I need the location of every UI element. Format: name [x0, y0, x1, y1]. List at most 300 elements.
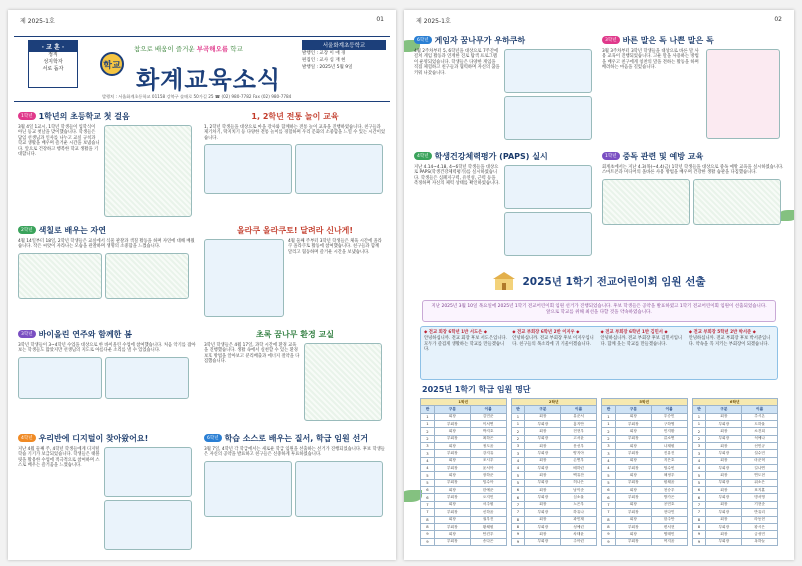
- roster-cell: 유준서: [561, 413, 597, 420]
- article-paps: [414, 150, 596, 262]
- roster-cell: 6: [602, 494, 616, 501]
- roster-cell: 안건우: [470, 531, 506, 538]
- roster-cell: 회장: [434, 413, 470, 420]
- roster-cell: 부회장: [525, 465, 561, 472]
- article-title: 올라쿠 올라쿠토! 달려라 신나게!: [236, 225, 354, 235]
- roster-cell: 3: [511, 443, 525, 450]
- roster-cell: 연도현: [742, 472, 778, 479]
- roster-cell: 6: [511, 487, 525, 494]
- roster-cell: 부회장: [434, 494, 470, 501]
- roster-grade-header: 6학년: [692, 399, 778, 406]
- roster-cell: 한예준: [470, 487, 506, 494]
- roster-cell: 5: [692, 472, 706, 479]
- roster-cell: 8: [511, 516, 525, 523]
- roster-row: [602, 457, 688, 464]
- issue-number: 제 2025-1호: [20, 18, 55, 25]
- newsletter-page-1: [8, 10, 396, 560]
- roster-cell: 회장: [615, 472, 651, 479]
- roster-cell: 회장: [615, 457, 651, 464]
- roster-cell: 2: [602, 428, 616, 435]
- roster-row: [692, 523, 778, 530]
- roster-cell: 8: [692, 516, 706, 523]
- roster-row: [421, 421, 507, 428]
- roster-cell: 9: [602, 538, 616, 545]
- slogan: [134, 44, 243, 53]
- roster-row: [692, 435, 778, 442]
- roster-row: [511, 421, 597, 428]
- roster-cell: 부회장: [434, 509, 470, 516]
- roster-cell: 소건희: [742, 428, 778, 435]
- motto-header: · 교 훈 ·: [29, 41, 77, 52]
- roster-cell: 윤서아: [470, 465, 506, 472]
- roster-cell: 회장: [706, 443, 742, 450]
- roster-cell: 7: [511, 509, 525, 516]
- article-body: 3월 7일, 4학년 각 학급에서는 새로운 학급 임원을 선출하는 선거가 진행되었습니다. 후보 학생들은 자신의 공약을 발표하고 친구들은 신중하게 투표하였습니다.: [204, 447, 385, 458]
- motto-line: 서로 돕자: [42, 66, 64, 72]
- roster-grade-header: 2학년: [511, 399, 597, 406]
- article-title: 1학년의 초등학교 첫 걸음: [38, 111, 130, 121]
- roster-cell: 강지유: [470, 450, 506, 457]
- article-class-election: [204, 432, 386, 554]
- roster-cell: 반유리: [742, 509, 778, 516]
- roster-cell: 6: [692, 494, 706, 501]
- article-title: 색칠로 배우는 자연: [38, 225, 106, 235]
- roster-cell: 1: [511, 413, 525, 420]
- roster-cell: 성예린: [561, 523, 597, 530]
- roster-cell: 전현우: [561, 428, 597, 435]
- roster-cell: 2: [602, 435, 616, 442]
- article-body: 3월 3주차부터 3학년 학생들을 대상으로 바른 말 사용 교육이 진행되었습니다. 고운 말을 사용하는 방법을 배우고 친구에게 칭찬의 말을 전하는 활동을 하며 배려하는 마음을 길렀습니다.: [602, 49, 699, 71]
- roster-cell: 남이준: [561, 487, 597, 494]
- school-motto-box: [28, 40, 78, 88]
- roster-grade-header: 5학년: [602, 399, 688, 406]
- article-photo: [105, 357, 189, 399]
- newsletter-title: 화계교육소식: [136, 65, 282, 94]
- article-body: 지난 4월 둘째 주, 4학년 학생들에게 디지털 학습 기기가 보급되었습니다. 학생들은 태블릿을 활용한 수업에 적극적으로 참여하며 스스로 배우는 즐거움을 느꼈습니다.: [18, 447, 100, 469]
- roster-row: [602, 479, 688, 486]
- article-header: [602, 150, 784, 162]
- article-title: 학습 소스로 배우는 질서, 학급 임원 선거: [224, 433, 368, 443]
- roster-cell: 1: [421, 421, 435, 428]
- roster-cell: 천승우: [651, 487, 687, 494]
- roster-cell: 하유나: [561, 509, 597, 516]
- roster-cell: 회장: [434, 516, 470, 523]
- article-header: [204, 224, 386, 236]
- roster-cell: 석예나: [742, 435, 778, 442]
- candidate-text: 안녕하십니까. 전교 부회장 후보 김민서입니다. 함께 웃는 학교를 만들겠습니다.: [600, 335, 683, 347]
- roster-row: [602, 428, 688, 435]
- article-photo: [295, 461, 383, 517]
- roster-cell: 회장: [434, 428, 470, 435]
- roster-cell: 민지환: [651, 428, 687, 435]
- roster-row: [602, 472, 688, 479]
- roster-cell: 류소연: [651, 435, 687, 442]
- roster-row: [692, 457, 778, 464]
- roster-cell: 변서현: [651, 523, 687, 530]
- roster-cell: 1: [692, 413, 706, 420]
- article-photo: [706, 49, 780, 139]
- roster-cell: 양지아: [561, 450, 597, 457]
- article-header: [204, 432, 386, 444]
- article-photo: [104, 500, 192, 550]
- roster-cell: 부회장: [706, 509, 742, 516]
- roster-cell: 8: [602, 516, 616, 523]
- roster-cell: 8: [602, 523, 616, 530]
- roster-cell: 1: [511, 421, 525, 428]
- article-photo: [693, 179, 781, 225]
- roster-cell: 회장: [706, 531, 742, 538]
- roster-row: [511, 523, 597, 530]
- roster-row: [511, 516, 597, 523]
- school-emblem-icon: 학교: [100, 52, 124, 76]
- article-body: 1, 2학년 학생들을 대상으로 마을 강사와 함께하는 전통 놀이 교육을 진행하였습니다. 친구들과 제기차기, 딱지치기 등 다양한 전통 놀이를 경험하며 우리 문화의 소중함을 느낄 수 있는 시간이었습니다.: [204, 125, 385, 141]
- article-header: [18, 224, 196, 236]
- grade-badge: 1학년: [18, 112, 36, 120]
- school-building-icon: [492, 271, 516, 291]
- class-officer-roster: [420, 398, 778, 546]
- roster-cell: 9: [692, 531, 706, 538]
- article-title: 중독 관련 및 예방 교육: [622, 151, 704, 161]
- roster-cell: 라동현: [742, 516, 778, 523]
- roster-cell: 추시온: [742, 413, 778, 420]
- roster-cell: 회장: [525, 501, 561, 508]
- roster-row: [602, 465, 688, 472]
- roster-cell: 우승민: [651, 413, 687, 420]
- candidate-card: [601, 330, 686, 376]
- roster-cell: 부회장: [434, 435, 470, 442]
- candidate-title: ◆ 전교 회장 6학년 1반 서도은 ◆: [424, 330, 488, 335]
- article-photo: [204, 239, 284, 317]
- roster-row: [692, 413, 778, 420]
- roster-cell: 회장: [434, 501, 470, 508]
- roster-row: [602, 494, 688, 501]
- roster-cell: 진유진: [651, 450, 687, 457]
- roster-cell: 부회장: [615, 450, 651, 457]
- roster-row: [511, 428, 597, 435]
- roster-row: [511, 472, 597, 479]
- roster-cell: 표지훈: [742, 487, 778, 494]
- roster-cell: 5: [602, 479, 616, 486]
- article-title: 바이올린 연주와 함께한 봄: [38, 329, 132, 339]
- issue-info-line: 발행일 : 2025년 5월 9일: [302, 65, 353, 70]
- roster-column-header: 구분: [615, 406, 651, 413]
- roster-cell: 회장: [525, 516, 561, 523]
- article-photo: [18, 253, 102, 299]
- roster-cell: 4: [692, 465, 706, 472]
- roster-row: [692, 487, 778, 494]
- roster-cell: 부회장: [706, 538, 742, 545]
- roster-cell: 회장: [434, 443, 470, 450]
- roster-cell: 6: [692, 487, 706, 494]
- article-photo: [104, 447, 192, 497]
- roster-cell: 회장: [706, 413, 742, 420]
- roster-row: [602, 516, 688, 523]
- candidate-text: 안녕하십니까. 전교 회장 후보 서도은입니다. 모두가 즐겁게 생활하는 학교를 만들겠습니다.: [424, 335, 507, 353]
- article-violin: [18, 328, 196, 428]
- roster-row: [602, 443, 688, 450]
- article-header: [414, 150, 596, 162]
- roster-cell: 7: [421, 501, 435, 508]
- roster-table: [601, 398, 688, 546]
- motto-line: 성지학자: [43, 59, 63, 65]
- roster-cell: 부회장: [706, 465, 742, 472]
- candidate-title: ◆ 전교 부회장 5학년 2반 박서준 ◆: [688, 330, 756, 335]
- roster-cell: 5: [692, 479, 706, 486]
- roster-row: [602, 435, 688, 442]
- roster-cell: 회장: [706, 428, 742, 435]
- roster-table: [692, 398, 779, 546]
- roster-row: [692, 531, 778, 538]
- roster-cell: 부회장: [615, 421, 651, 428]
- roster-row: [511, 538, 597, 545]
- roster-row: [511, 465, 597, 472]
- roster-cell: 정도윤: [470, 443, 506, 450]
- roster-column-header: 반: [421, 406, 435, 413]
- roster-cell: 부회장: [434, 538, 470, 545]
- roster-row: [692, 538, 778, 545]
- article-first-steps: [18, 110, 196, 220]
- roster-row: [421, 509, 507, 516]
- roster-row: [421, 487, 507, 494]
- roster-cell: 회장: [615, 516, 651, 523]
- roster-cell: 8: [421, 516, 435, 523]
- roster-row: [421, 465, 507, 472]
- roster-row: [602, 421, 688, 428]
- roster-cell: 여지윤: [651, 538, 687, 545]
- roster-cell: 왕시은: [742, 523, 778, 530]
- article-photo: [204, 461, 292, 517]
- roster-cell: 권우진: [470, 516, 506, 523]
- roster-column-header: 반: [511, 406, 525, 413]
- motto-line: 정직: [48, 52, 58, 58]
- roster-row: [421, 472, 507, 479]
- roster-cell: 홍지안: [561, 421, 597, 428]
- roster-cell: 회장: [525, 472, 561, 479]
- issue-info-line: 편집인 : 교사 심 재 현: [302, 58, 346, 63]
- roster-column-header: 이름: [561, 406, 597, 413]
- roster-cell: 차태윤: [561, 531, 597, 538]
- article-header: [18, 328, 196, 340]
- roster-row: [421, 516, 507, 523]
- roster-row: [421, 428, 507, 435]
- roster-row: [602, 413, 688, 420]
- roster-cell: 6: [421, 494, 435, 501]
- roster-row: [602, 501, 688, 508]
- roster-cell: 1: [421, 413, 435, 420]
- roster-cell: 회장: [706, 457, 742, 464]
- article-header: [18, 110, 196, 122]
- roster-cell: 회장: [525, 443, 561, 450]
- roster-cell: 8: [511, 523, 525, 530]
- article-photo: [504, 165, 592, 209]
- roster-table: [511, 398, 598, 546]
- roster-row: [511, 509, 597, 516]
- roster-cell: 부회장: [434, 421, 470, 428]
- roster-row: [602, 531, 688, 538]
- roster-cell: 주아린: [561, 538, 597, 545]
- roster-row: [511, 501, 597, 508]
- roster-cell: 현다인: [651, 509, 687, 516]
- roster-row: [511, 457, 597, 464]
- roster-cell: 염태민: [651, 531, 687, 538]
- roster-cell: 9: [511, 531, 525, 538]
- grade-badge: 3학년: [602, 36, 620, 44]
- roster-cell: 송다은: [470, 538, 506, 545]
- roster-cell: 신하윤: [470, 509, 506, 516]
- article-body: 3학년 학생들은 4월 17일, 과학 시간에 환경 교육을 진행했습니다. 생활 속에서 실천할 수 있는 환경 보호 방법을 알아보고 분리배출과 에너지 절약을 다짐했습니다.: [204, 343, 300, 365]
- roster-cell: 서주원: [470, 501, 506, 508]
- roster-cell: 7: [602, 501, 616, 508]
- candidate-title: ◆ 전교 부회장 6학년 2반 이지우 ◆: [512, 330, 580, 335]
- issue-info-box: [302, 40, 386, 71]
- roster-cell: 지은호: [651, 457, 687, 464]
- article-game-dream: [414, 34, 596, 146]
- roster-cell: 부회장: [525, 509, 561, 516]
- roster-cell: 부회장: [615, 509, 651, 516]
- roster-cell: 함주안: [651, 516, 687, 523]
- roster-cell: 심소율: [561, 494, 597, 501]
- roster-row: [692, 428, 778, 435]
- roster-row: [511, 435, 597, 442]
- roster-row: [692, 509, 778, 516]
- roster-column-header: 구분: [434, 406, 470, 413]
- roster-cell: 부회장: [434, 450, 470, 457]
- roster-cell: 옥하늘: [742, 538, 778, 545]
- roster-row: [602, 509, 688, 516]
- roster-row: [421, 457, 507, 464]
- roster-row: [602, 523, 688, 530]
- roster-cell: 백유찬: [561, 472, 597, 479]
- roster-cell: 곽민재: [561, 516, 597, 523]
- roster-cell: 6: [602, 487, 616, 494]
- roster-cell: 회장: [434, 487, 470, 494]
- roster-row: [421, 501, 507, 508]
- roster-cell: 2: [511, 428, 525, 435]
- roster-cell: 4: [421, 465, 435, 472]
- roster-cell: 부회장: [706, 523, 742, 530]
- article-body: 회계초에서는 지난 4.3(목)~4.4(금) 1학년 학생들을 대상으로 중독 예방 교육을 실시하였습니다. 스마트폰과 미디어의 올바른 사용 방법을 배우며 건강한 생활 습관을 다짐했습니다.: [602, 165, 784, 176]
- article-title: 1, 2학년 전통 놀이 교육: [251, 111, 339, 121]
- roster-cell: 회장: [434, 472, 470, 479]
- roster-table: [420, 398, 507, 546]
- roster-cell: 부회장: [615, 435, 651, 442]
- roster-cell: 부회장: [615, 538, 651, 545]
- roster-cell: 2: [692, 435, 706, 442]
- issue-number: 제 2025-1호: [416, 18, 451, 25]
- roster-cell: 7: [692, 501, 706, 508]
- roster-cell: 5: [511, 479, 525, 486]
- roster-cell: 4: [511, 457, 525, 464]
- page-number: 02: [774, 16, 782, 23]
- roster-row: [692, 465, 778, 472]
- roster-row: [692, 494, 778, 501]
- roster-cell: 3: [511, 450, 525, 457]
- roster-cell: 구하영: [651, 421, 687, 428]
- roster-cell: 부회장: [525, 538, 561, 545]
- article-header: [204, 328, 386, 340]
- article-title: 게임자 꿈나무가 우하쿠하: [434, 35, 526, 45]
- roster-cell: 이서연: [470, 421, 506, 428]
- roster-cell: 박지호: [470, 428, 506, 435]
- slogan-prefix: 참으로 배움이 즐거운: [134, 45, 195, 53]
- roster-column-header: 구분: [525, 406, 561, 413]
- roster-cell: 4: [602, 457, 616, 464]
- roster-cell: 엄수빈: [651, 465, 687, 472]
- election-banner: [404, 266, 794, 296]
- article-header: [18, 432, 196, 444]
- issue-info-header: 서울화계초등학교: [302, 40, 386, 50]
- article-header: [414, 34, 596, 46]
- roster-cell: 부회장: [615, 465, 651, 472]
- roster-row: [421, 413, 507, 420]
- roster-cell: 최하은: [470, 435, 506, 442]
- roster-row: [511, 479, 597, 486]
- roster-cell: 부회장: [615, 494, 651, 501]
- roster-cell: 회장: [706, 516, 742, 523]
- roster-cell: 부회장: [434, 479, 470, 486]
- roster-cell: 설수민: [742, 450, 778, 457]
- roster-row: [692, 421, 778, 428]
- article-header: [602, 34, 784, 46]
- roster-cell: 회장: [615, 531, 651, 538]
- roster-cell: 회장: [615, 413, 651, 420]
- roster-cell: 1: [602, 413, 616, 420]
- article-digital-class: [18, 432, 196, 554]
- roster-column-header: 반: [692, 406, 706, 413]
- roster-cell: 도하율: [742, 421, 778, 428]
- roster-cell: 금성민: [742, 531, 778, 538]
- article-header: [204, 110, 386, 122]
- roster-cell: 부회장: [525, 494, 561, 501]
- roster-cell: 길나연: [742, 465, 778, 472]
- article-traditional-games: [204, 110, 386, 220]
- roster-cell: 명서영: [742, 494, 778, 501]
- roster-cell: 3: [602, 450, 616, 457]
- article-title: 초록 꿈나무 환경 교실: [256, 329, 334, 339]
- article-title: 학생건강체력평가 (PAPS) 실시: [434, 151, 548, 161]
- roster-row: [421, 435, 507, 442]
- roster-cell: 6: [511, 494, 525, 501]
- newsletter-page-2: [404, 10, 794, 560]
- article-title: 우리반에 디지털이 찾아왔어요!: [38, 433, 149, 443]
- roster-row: [421, 443, 507, 450]
- roster-cell: 장하준: [470, 472, 506, 479]
- roster-cell: 회장: [525, 457, 561, 464]
- roster-row: [511, 487, 597, 494]
- roster-row: [602, 450, 688, 457]
- article-body: 4월 2주차부터 5, 6학년을 대상으로 7주간에 걸쳐 게임 활동과 연계한 진로 탐색 프로그램이 운영되었습니다. 학생들은 다양한 게임을 직접 체험하고 친구들과 협력하며 자신의 꿈을 키워 나갔습니다.: [414, 49, 500, 76]
- roster-row: [511, 450, 597, 457]
- roster-cell: 4: [511, 465, 525, 472]
- roster-cell: 회장: [525, 428, 561, 435]
- roster-title: 2025년 1학기 학급 임원 명단: [422, 385, 531, 394]
- roster-cell: 마준혁: [742, 457, 778, 464]
- roster-cell: 5: [421, 472, 435, 479]
- roster-cell: 9: [511, 538, 525, 545]
- roster-column-header: 구분: [706, 406, 742, 413]
- roster-cell: 7: [692, 509, 706, 516]
- roster-cell: 회장: [525, 413, 561, 420]
- article-photo: [105, 253, 189, 299]
- roster-cell: 7: [602, 509, 616, 516]
- roster-cell: 임수아: [470, 479, 506, 486]
- roster-cell: 황채원: [470, 523, 506, 530]
- roster-cell: 부회장: [525, 523, 561, 530]
- roster-cell: 3: [692, 450, 706, 457]
- roster-cell: 문선우: [561, 443, 597, 450]
- roster-cell: 8: [692, 523, 706, 530]
- roster-cell: 배하린: [561, 465, 597, 472]
